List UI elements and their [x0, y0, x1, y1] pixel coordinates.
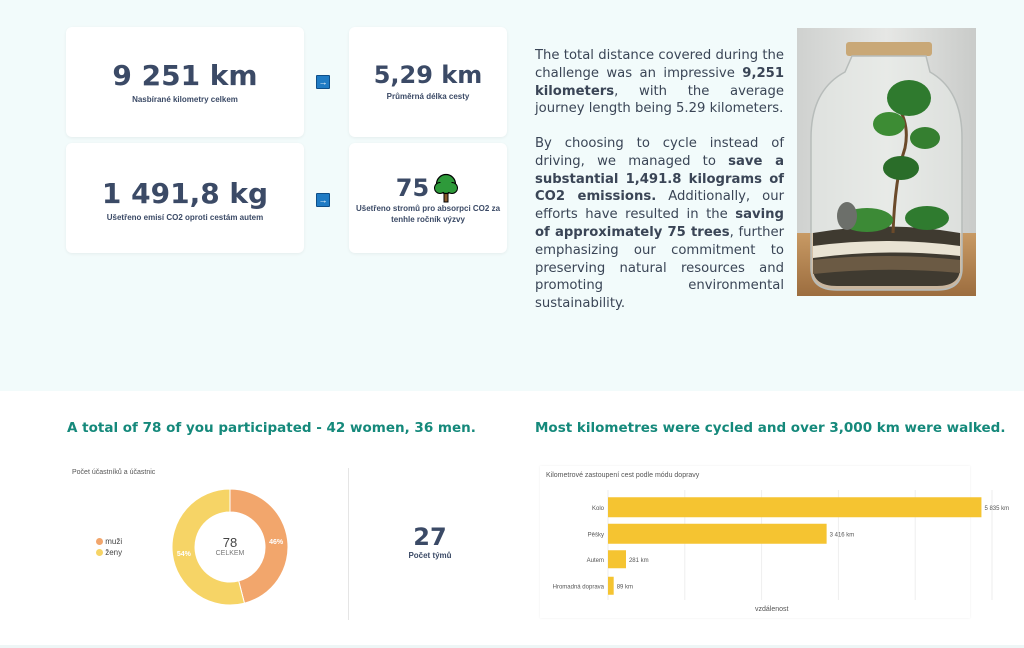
teams-panel: [352, 465, 508, 620]
legend-item-muzi: [96, 537, 122, 546]
summary-emphasis: save a substantial 1,491.8 kilograms of CO2 emissions.: [535, 153, 784, 205]
arrow-right-icon: →: [316, 75, 330, 89]
summary-text: Additionally, our efforts have resulted in the: [535, 189, 785, 223]
legend-item-zeny: [96, 548, 122, 557]
bar-category-label: Pěšky: [587, 532, 604, 539]
summary-emphasis: 9,251 kilometers: [535, 65, 784, 99]
bar-chart-xlabel: vzdálenost: [755, 606, 789, 613]
summary-text: By choosing to cycle instead of driving, we managed to: [535, 136, 784, 169]
avg-km-label: Průměrná délka cesty: [386, 92, 470, 101]
legend-label: muži: [105, 537, 123, 546]
summary-paragraph-emissions: [535, 135, 784, 313]
avg-km-value: 5,29 km: [373, 61, 483, 89]
legend-dot-icon: [96, 549, 103, 556]
trees-label-2: tenhle ročník výzvy: [391, 215, 465, 224]
participants-heading: A total of 78 of you participated - 42 women, 36 men.: [67, 420, 476, 436]
arrow-right-icon: →: [316, 193, 330, 207]
total-km-value: 9 251 km: [112, 59, 258, 92]
teams-value: 27: [413, 523, 447, 551]
bar-Autem: [608, 550, 626, 568]
modes-heading: Most kilometres were cycled and over 3,000 km were walked.: [535, 420, 1006, 436]
participants-chart-panel: [66, 465, 346, 620]
summary-paragraph-distance: [535, 47, 784, 118]
donut-data-label: 54%: [176, 550, 191, 558]
trees-value: 75: [395, 174, 430, 202]
total-km-label: Nasbírané kilometry celkem: [132, 95, 238, 104]
bar-Pěšky: [608, 524, 827, 544]
donut-data-label: 46%: [269, 539, 284, 547]
bar-value-label: 281 km: [628, 557, 649, 564]
legend-dot-icon: [96, 538, 103, 545]
stat-card-trees: [349, 143, 507, 253]
terrarium-photo: [797, 28, 976, 296]
summary-emphasis: saving of approximately 75 trees: [535, 207, 784, 240]
modes-bar-chart: [540, 466, 1010, 618]
tree-icon: [432, 173, 460, 203]
summary-text: , with the average journey length being 5.29 kilometers.: [535, 83, 784, 117]
bar-value-label: 5 835 km: [984, 505, 1010, 512]
legend-label: ženy: [105, 548, 123, 557]
summary-text: , further emphasizing our commitment to preserving natural resources and promoting environmental sustainability.: [535, 224, 785, 312]
bar-category-label: Hromadná doprava: [552, 584, 604, 591]
trees-label-1: Ušetřeno stromů pro absorpci CO2 za: [355, 204, 501, 213]
donut-center-label: CELKEM: [215, 550, 245, 557]
bar-category-label: Autem: [586, 557, 604, 564]
panel-divider: [348, 468, 349, 620]
donut-title: Počet účastníků a účastnic: [72, 469, 156, 476]
donut-center-value: 78: [222, 535, 238, 550]
bar-category-label: Kolo: [591, 505, 604, 512]
stat-card-avg-km: [349, 27, 507, 137]
bar-Hromadná doprava: [608, 577, 614, 595]
co2-value: 1 491,8 kg: [101, 177, 269, 210]
modes-chart-panel: [540, 466, 1010, 618]
summary-text: The total distance covered during the challenge was an impressive: [535, 48, 784, 81]
bar-Kolo: [608, 497, 981, 517]
bar-value-label: 89 km: [616, 584, 634, 591]
bar-value-label: 3 416 km: [829, 532, 855, 539]
teams-label: Počet týmů: [408, 551, 452, 560]
bar-chart-title: Kilometrové zastoupení cest podle módu dopravy: [546, 472, 700, 479]
co2-label: Ušetřeno emisí CO2 oproti cestám autem: [106, 213, 264, 222]
stat-card-total-km: [66, 27, 304, 137]
stat-card-co2: [66, 143, 304, 253]
